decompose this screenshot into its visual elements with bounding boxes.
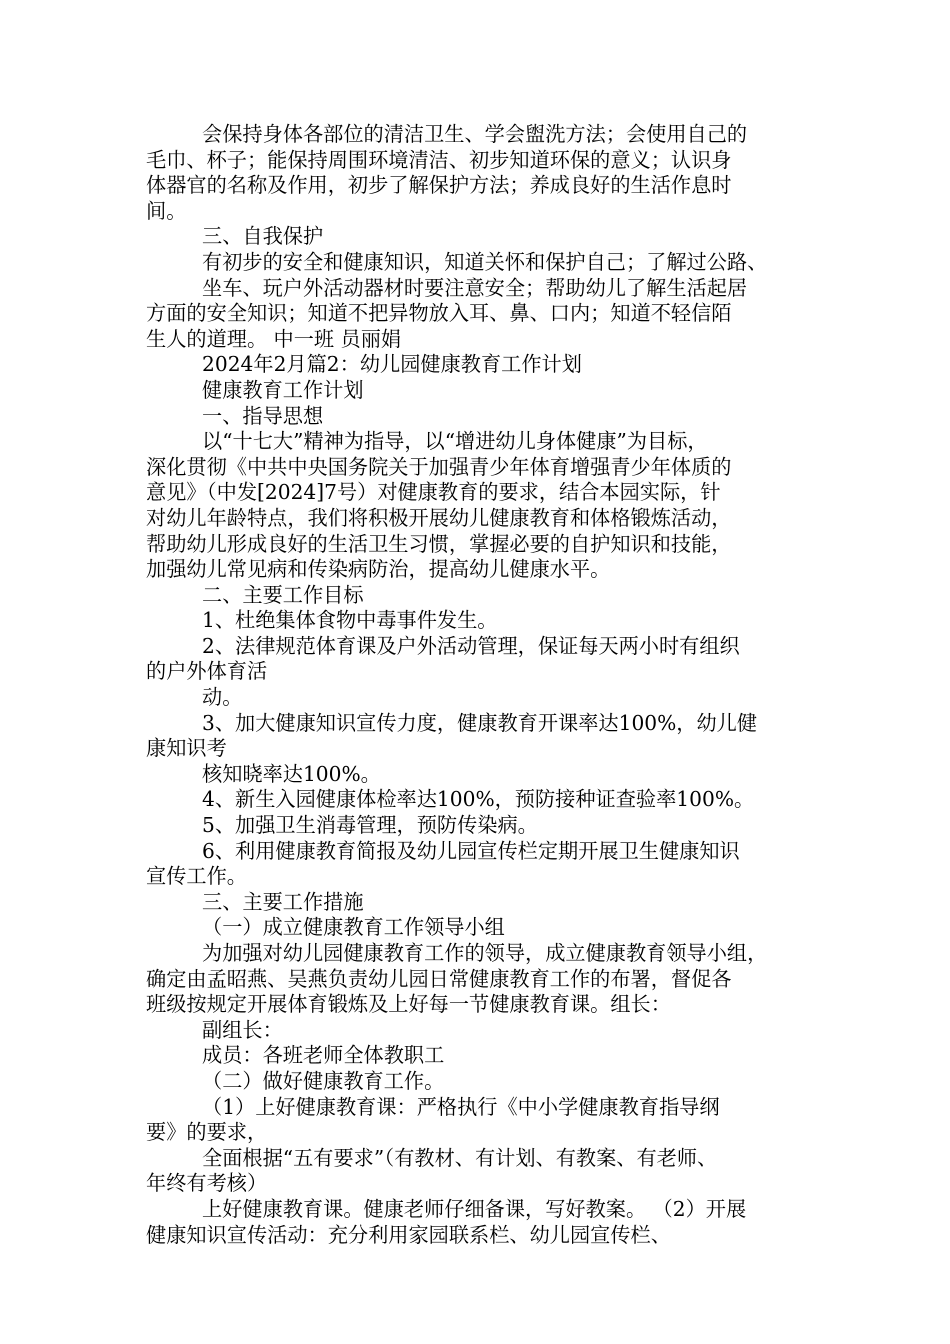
text-line: （二）做好健康教育工作。 [202, 1068, 445, 1093]
text-line: 要》的要求， [146, 1120, 268, 1145]
text-line: 5、加强卫生消毒管理，预防传染病。 [202, 813, 538, 838]
text-line: 三、自我保护 [202, 224, 324, 249]
text-line: 全面根据“五有要求”（有教材、有计划、有教案、有老师、 [202, 1145, 718, 1170]
text-line: 方面的安全知识；知道不把异物放入耳、鼻、口内；知道不轻信陌 [146, 301, 732, 326]
text-line: 动。 [202, 685, 243, 710]
text-line: 体器官的名称及作用，初步了解保护方法；养成良好的生活作息时 [146, 173, 732, 198]
text-line: （一）成立健康教育工作领导小组 [202, 915, 505, 940]
text-line: 加强幼儿常见病和传染病防治，提高幼儿健康水平。 [146, 557, 611, 582]
text-line: 确定由孟昭燕、吴燕负责幼儿园日常健康教育工作的布署，督促各 [146, 966, 732, 991]
text-line: 年终有考核） [146, 1171, 268, 1196]
text-line: 三、主要工作措施 [202, 889, 364, 914]
text-line: 2024年2月篇2：幼儿园健康教育工作计划 [202, 352, 582, 377]
text-line: 对幼儿年龄特点，我们将积极开展幼儿健康教育和体格锻炼活动， [146, 505, 732, 530]
text-line: 班级按规定开展体育锻炼及上好每一节健康教育课。组长： [146, 992, 671, 1017]
text-line: 间。 [146, 198, 187, 223]
text-line: 坐车、玩户外活动器材时要注意安全；帮助幼儿了解生活起居 [202, 275, 748, 300]
text-line: 有初步的安全和健康知识，知道关怀和保护自己；了解过公路、 [202, 249, 768, 274]
text-line: 副组长： [202, 1017, 283, 1042]
text-line: 康知识考 [146, 736, 227, 761]
text-line: 一、指导思想 [202, 403, 324, 428]
text-line: 生人的道理。 中一班 员丽娟 [146, 326, 402, 351]
text-line: 上好健康教育课。健康老师仔细备课，写好教案。 （2）开展 [202, 1196, 747, 1221]
text-line: 的户外体育活 [146, 659, 268, 684]
text-line: （1）上好健康教育课：严格执行《中小学健康教育指导纲 [202, 1094, 720, 1119]
text-line: 3、加大健康知识宣传力度，健康教育开课率达100%，幼儿健 [202, 710, 758, 735]
text-line: 健康教育工作计划 [202, 377, 364, 402]
text-line: 毛巾、杯子；能保持周围环境清洁、初步知道环保的意义；认识身 [146, 147, 732, 172]
text-line: 会保持身体各部位的清洁卫生、学会盥洗方法；会使用自己的 [202, 122, 748, 146]
text-line: 以“十七大”精神为指导，以“增进幼儿身体健康”为目标， [202, 429, 708, 454]
text-line: 4、新生入园健康体检率达100%，预防接种证查验率100%。 [202, 787, 755, 812]
text-line: 意见》（中发[2024]7号）对健康教育的要求，结合本园实际，针 [146, 480, 721, 505]
text-line: 宣传工作。 [146, 864, 247, 889]
text-line: 6、利用健康教育简报及幼儿园宣传栏定期开展卫生健康知识 [202, 838, 740, 863]
text-line: 健康知识宣传活动：充分利用家园联系栏、幼儿园宣传栏、 [146, 1222, 671, 1247]
text-line: 1、杜绝集体食物中毒事件发生。 [202, 608, 498, 633]
text-line: 2、法律规范体育课及户外活动管理，保证每天两小时有组织 [202, 633, 740, 658]
text-line: 帮助幼儿形成良好的生活卫生习惯，掌握必要的自护知识和技能， [146, 531, 732, 556]
text-line: 为加强对幼儿园健康教育工作的领导，成立健康教育领导小组， [202, 941, 768, 965]
text-line: 成员：各班老师全体教职工 [202, 1043, 445, 1068]
text-line: 核知晓率达100%。 [202, 761, 381, 786]
text-line: 二、主要工作目标 [202, 582, 364, 607]
text-line: 深化贯彻《中共中央国务院关于加强青少年体育增强青少年体质的 [146, 454, 732, 479]
document-body [146, 122, 842, 1248]
